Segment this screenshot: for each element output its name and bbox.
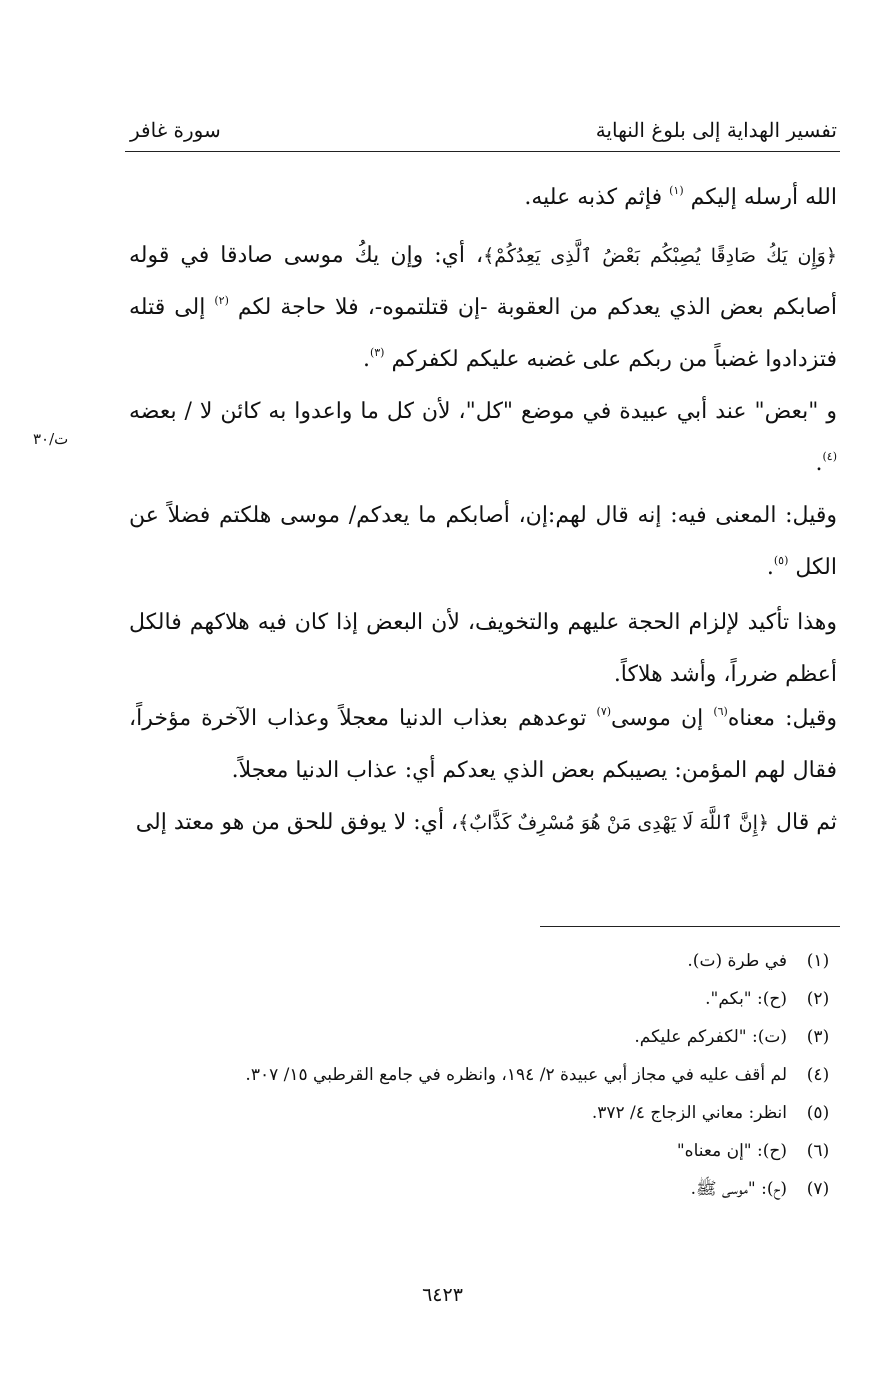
p4-text: وقيل: المعنى فيه: إنه قال لهم:إن، أصابكم ما يعدكم/ موسى هلكتم فضلاً عن الكل xyxy=(129,503,837,580)
p6-text-b: إن موسى xyxy=(611,706,704,731)
footnote-text: لم أقف عليه في مجاز أبي عبيدة ٢/ ١٩٤، وانظره في جامع القرطبي ١٥/ ٣٠٧. xyxy=(245,1065,787,1085)
footnote-number: (٣) xyxy=(806,1027,830,1047)
p7-text-a: ثم قال xyxy=(776,810,837,835)
surah-name: سورة غافر xyxy=(130,118,221,142)
paragraph-5 xyxy=(129,597,837,701)
footnote-text: (ح): "بكم". xyxy=(705,989,787,1009)
footnote-text: (ت): "لكفركم عليكم. xyxy=(634,1027,787,1047)
paragraph-3 xyxy=(129,386,837,490)
footnote-divider xyxy=(540,926,840,927)
p3-text-b: . xyxy=(815,451,823,476)
header-divider xyxy=(125,151,840,152)
footnote-ref-5[interactable]: (٥) xyxy=(773,554,789,567)
footnote-item xyxy=(187,942,837,980)
footnote-ref-3[interactable]: (٣) xyxy=(369,346,385,359)
page-number: ٦٤٢٣ xyxy=(422,1284,463,1306)
p1-text: الله أرسله إليكم xyxy=(690,185,837,210)
paragraph-7 xyxy=(129,797,837,849)
p3-text: و "بعض" عند أبي عبيدة في موضع "كل"، لأن كل ما واعدوا به كائن لا / بعضه xyxy=(129,399,837,424)
book-title: تفسير الهداية إلى بلوغ النهاية xyxy=(595,118,837,142)
p7-text-b: ، أي: لا يوفق للحق من هو معتد إلى xyxy=(135,810,459,835)
p2-text-c: . xyxy=(362,347,370,372)
footnote-item xyxy=(187,1132,837,1170)
footnote-text: انظر: معاني الزجاج ٤/ ٣٧٢. xyxy=(591,1103,787,1123)
footnote-ref-2[interactable]: (٢) xyxy=(214,294,229,307)
footnote-ref-7[interactable]: (٧) xyxy=(596,705,612,718)
p2-text-b: إلى قتله فتزدادوا غضباً من ربكم على غضبه عليكم لكفركم xyxy=(129,295,837,372)
footnote-item xyxy=(187,980,837,1018)
footnote-ref-1[interactable]: (١) xyxy=(669,184,684,197)
paragraph-1 xyxy=(129,172,837,224)
footnote-number: (٥) xyxy=(806,1103,830,1123)
footnote-number: (٧) xyxy=(806,1179,830,1199)
p4-text-b: . xyxy=(766,555,774,580)
paragraph-4 xyxy=(129,490,837,594)
footnote-number: (٢) xyxy=(806,989,830,1009)
p2-text-a: ، أي: وإن يكُ موسى صادقا في قوله أصابكم بعض الذي يعدكم من العقوبة -إن قتلتموه-، فلا حاجة لكم xyxy=(129,243,837,320)
quran-verse: ﴿وَإِن يَكُ صَادِقًا يُصِبْكُم بَعْضُ ٱلَّذِى يَعِدُكُمْ﴾ xyxy=(483,245,837,267)
footnote-text: (ح): "إن معناه" xyxy=(676,1141,787,1161)
paragraph-6 xyxy=(129,693,837,797)
p1-text-b: فإثم كذبه عليه. xyxy=(524,185,663,210)
footnote-text: في طرة (ت). xyxy=(687,951,787,971)
footnote-item xyxy=(187,1018,837,1056)
manuscript-margin-note: ت/٣٠ xyxy=(33,430,69,448)
footnote-number: (٦) xyxy=(806,1141,830,1161)
footnote-number: (١) xyxy=(806,951,830,971)
p6-text-a: وقيل: معناه xyxy=(727,706,837,731)
paragraph-2 xyxy=(129,230,837,386)
footnote-text: (ح): "موسى ﷺ. xyxy=(690,1179,787,1199)
quran-verse: ﴿إِنَّ ٱللَّهَ لَا يَهْدِى مَنْ هُوَ مُسْرِفٌ كَذَّابٌ﴾ xyxy=(458,812,770,834)
footnote-number: (٤) xyxy=(806,1065,830,1085)
p5-text: وهذا تأكيد لإلزام الحجة عليهم والتخويف، لأن البعض إذا كان فيه هلاكهم فالكل أعظم ضرراً، وأشد هلاكاً. xyxy=(129,610,837,687)
footnote-item xyxy=(187,1170,837,1208)
footnote-ref-4[interactable]: (٤) xyxy=(822,450,837,463)
footnote-item xyxy=(187,1094,837,1132)
footnotes-list xyxy=(187,942,837,1208)
p6-text-c: توعدهم بعذاب الدنيا معجلاً وعذاب الآخرة مؤخراً، فقال لهم المؤمن: يصيبكم بعض الذي يعدكم أي: عذاب الدنيا معجلاً. xyxy=(129,706,837,783)
footnote-item xyxy=(187,1056,837,1094)
footnote-ref-6[interactable]: (٦) xyxy=(713,705,728,718)
